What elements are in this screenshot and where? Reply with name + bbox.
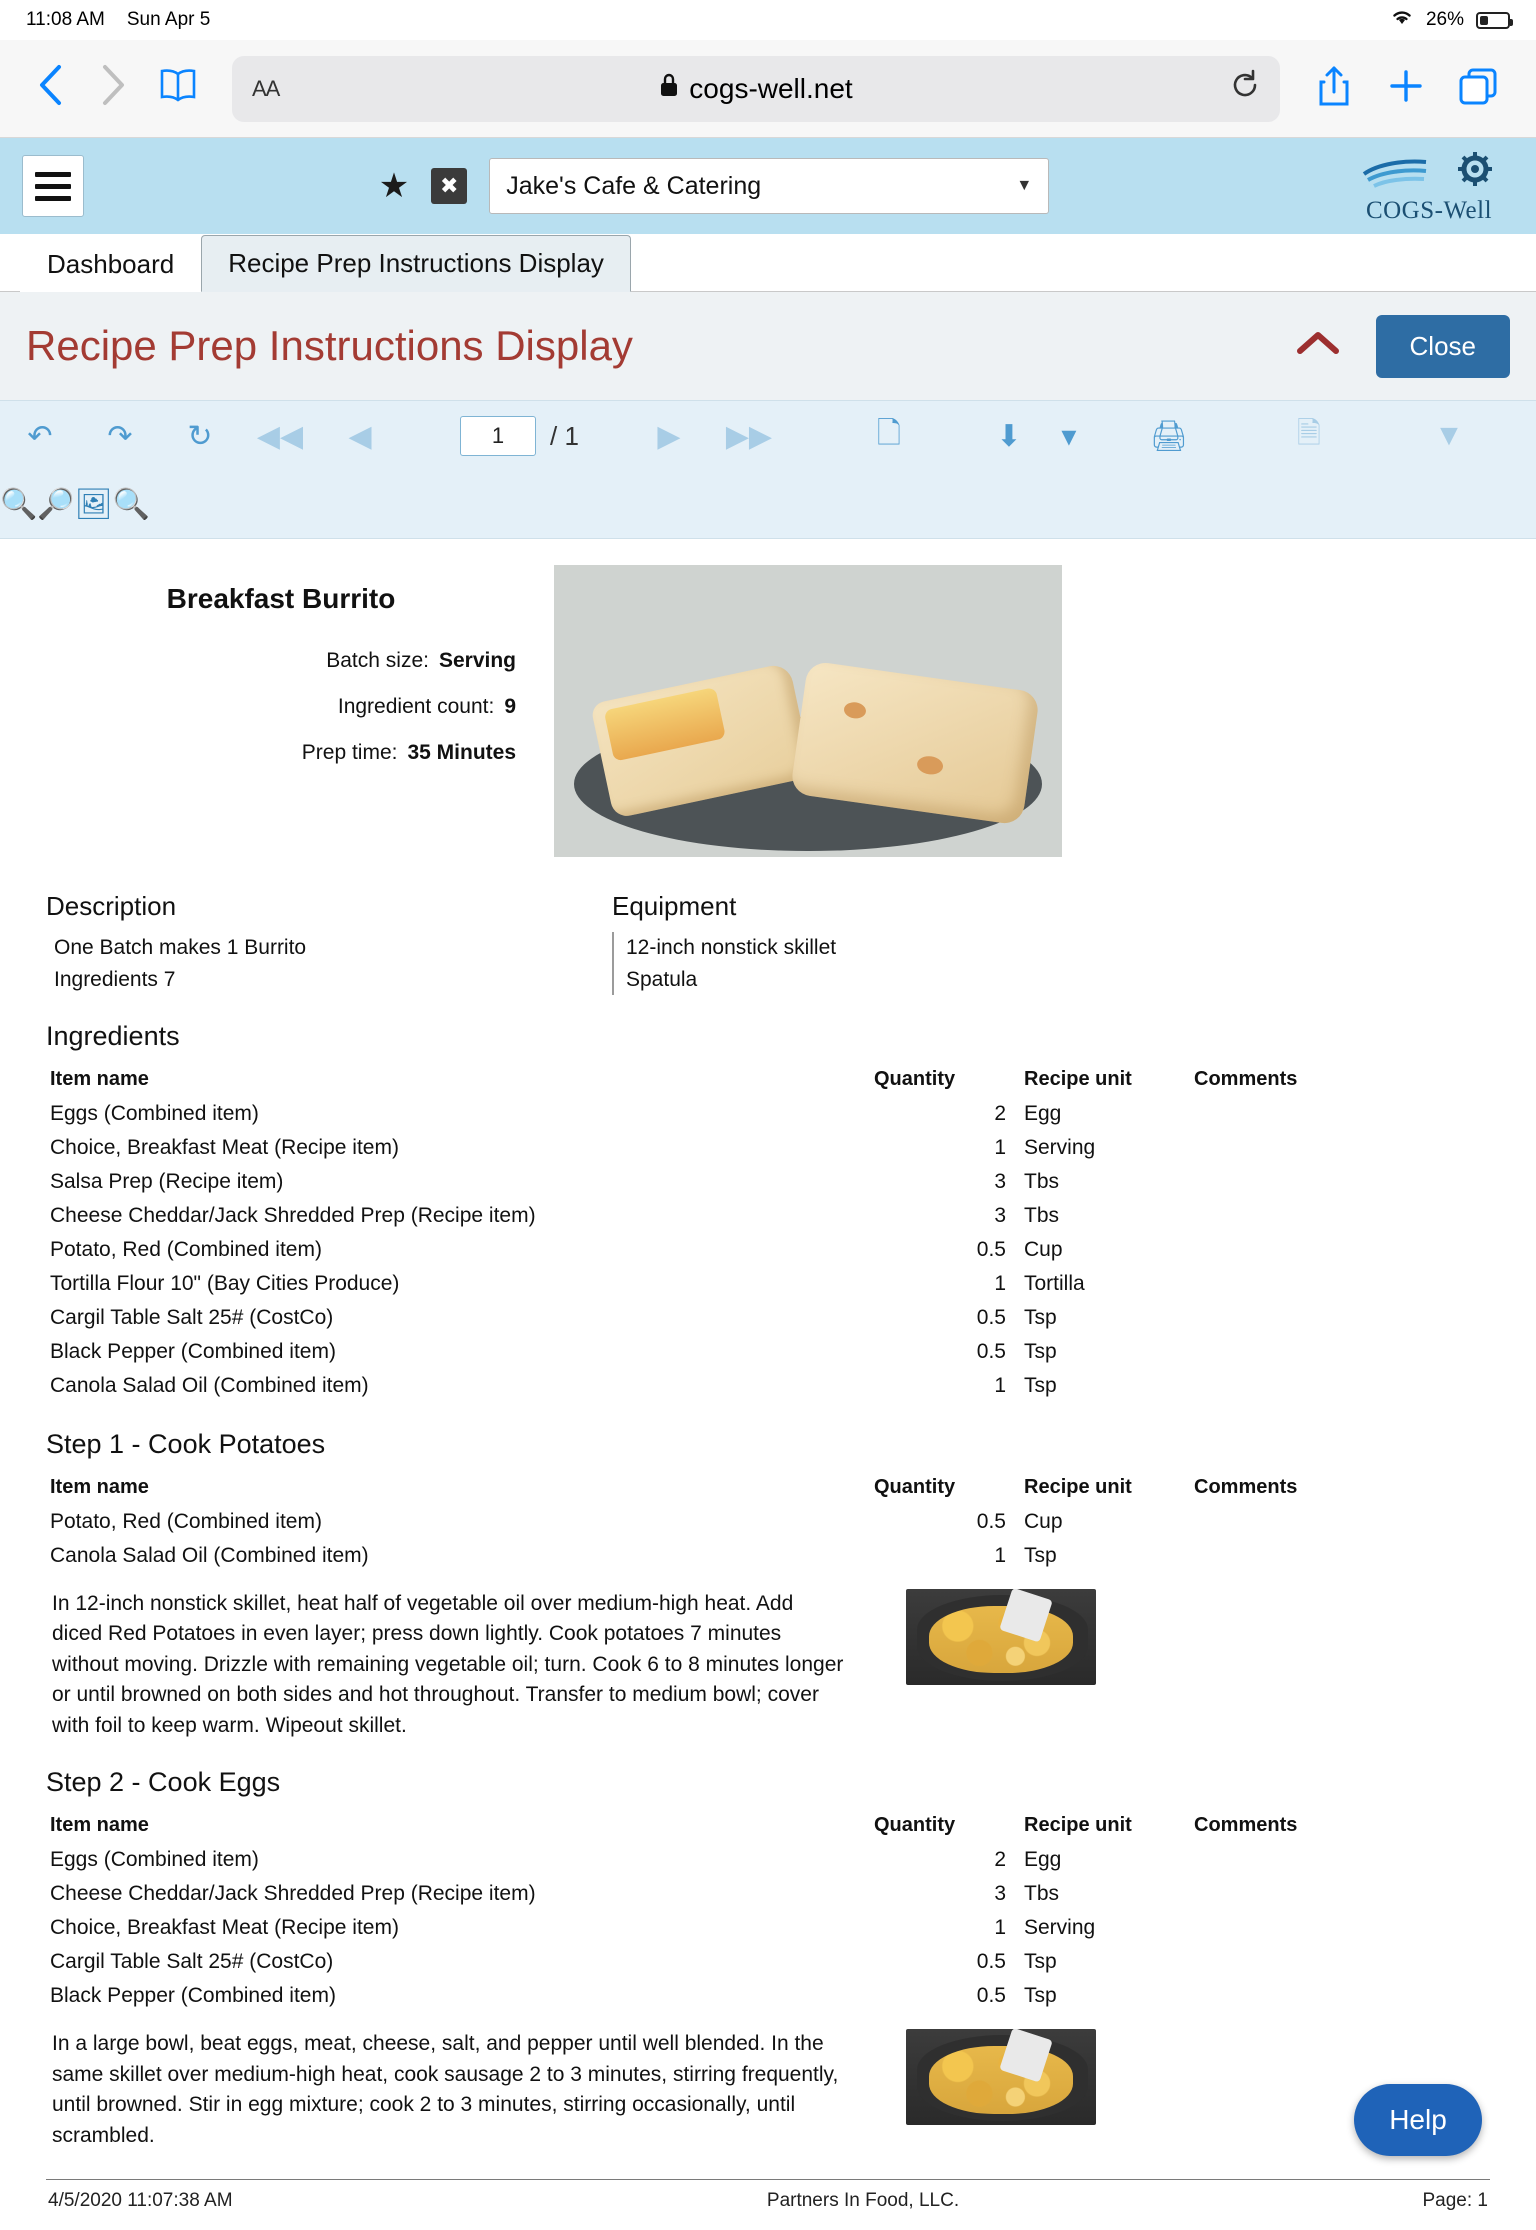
table-header-row bbox=[46, 1808, 1490, 1843]
ios-status-bar bbox=[0, 0, 1536, 40]
report-body bbox=[0, 539, 1536, 2230]
table-row bbox=[46, 1505, 1490, 1539]
cell-item: Potato, Red (Combined item) bbox=[50, 1510, 322, 1533]
table-row bbox=[46, 1097, 1490, 1131]
meta-batch-size bbox=[46, 649, 516, 673]
cell-unit: Tbs bbox=[1024, 1204, 1060, 1227]
description-line: Ingredients 7 bbox=[54, 967, 176, 991]
cell-comment bbox=[1190, 1979, 1490, 2013]
chevron-down-icon: ▼ bbox=[1016, 177, 1033, 194]
first-page-icon: ◀◀ bbox=[256, 419, 304, 453]
cell-qty: 3 bbox=[994, 1204, 1006, 1227]
col-recipe-unit: Recipe unit bbox=[1024, 1068, 1132, 1090]
cell-unit: Egg bbox=[1024, 1848, 1062, 1872]
col-comments: Comments bbox=[1194, 1814, 1298, 1837]
ingredients-heading: Ingredients bbox=[46, 1021, 180, 1051]
cell-unit: Cup bbox=[1024, 1510, 1063, 1533]
col-quantity: Quantity bbox=[874, 1476, 956, 1498]
hamburger-menu-icon[interactable] bbox=[22, 155, 84, 217]
table-row bbox=[46, 1843, 1490, 1877]
cell-item: Salsa Prep (Recipe item) bbox=[50, 1170, 284, 1193]
cell-comment bbox=[1190, 1505, 1490, 1539]
zoom-in-icon[interactable]: 🔍 bbox=[0, 488, 38, 521]
redo-arrow-icon[interactable]: ↷ bbox=[107, 419, 133, 453]
text-size-button[interactable]: AA bbox=[252, 75, 280, 101]
cell-item: Choice, Breakfast Meat (Recipe item) bbox=[50, 1916, 399, 1940]
tabs-icon[interactable] bbox=[1442, 66, 1514, 111]
prev-page-icon: ◀ bbox=[348, 419, 372, 453]
cell-qty: 1 bbox=[994, 1374, 1006, 1397]
cell-unit: Tsp bbox=[1024, 1374, 1057, 1397]
table-row bbox=[46, 1369, 1490, 1403]
cell-item: Canola Salad Oil (Combined item) bbox=[50, 1374, 369, 1397]
table-row bbox=[46, 1165, 1490, 1199]
filter-icon: ▼ bbox=[1434, 419, 1464, 452]
fit-page-icon[interactable]: 🖼 bbox=[74, 488, 113, 521]
cell-qty: 3 bbox=[994, 1170, 1006, 1193]
footer-page: Page: 1 bbox=[1422, 2189, 1488, 2211]
cell-item: Cargil Table Salt 25# (CostCo) bbox=[50, 1950, 334, 1974]
page-title: Recipe Prep Instructions Display bbox=[26, 322, 633, 369]
cell-qty: 0.5 bbox=[976, 1984, 1006, 2008]
cell-qty: 2 bbox=[994, 1102, 1006, 1125]
cell-unit: Cup bbox=[1024, 1238, 1063, 1261]
cell-item: Cheese Cheddar/Jack Shredded Prep (Recipe item) bbox=[50, 1204, 536, 1227]
equipment-heading: Equipment bbox=[612, 891, 737, 921]
table-row bbox=[46, 1945, 1490, 1979]
cell-item: Choice, Breakfast Meat (Recipe item) bbox=[50, 1136, 399, 1159]
cell-item: Cargil Table Salt 25# (CostCo) bbox=[50, 1306, 334, 1329]
col-recipe-unit: Recipe unit bbox=[1024, 1476, 1132, 1498]
col-item-name: Item name bbox=[50, 1814, 149, 1837]
meta-value: 35 Minutes bbox=[407, 741, 516, 764]
col-item-name: Item name bbox=[50, 1476, 149, 1498]
lock-icon bbox=[659, 72, 679, 105]
document-map-icon: 🗎 bbox=[1296, 416, 1321, 450]
cell-comment bbox=[1190, 1877, 1490, 1911]
logo-text: COGS-Well bbox=[1365, 196, 1493, 224]
company-select[interactable] bbox=[489, 158, 1049, 214]
star-icon[interactable]: ★ bbox=[378, 167, 410, 205]
equipment-line: Spatula bbox=[626, 967, 698, 991]
cell-qty: 1 bbox=[994, 1136, 1006, 1159]
close-button[interactable]: Close bbox=[1376, 315, 1510, 378]
wifi-icon bbox=[1388, 7, 1416, 33]
page-icon[interactable]: 🗋 bbox=[876, 416, 901, 450]
col-quantity: Quantity bbox=[874, 1068, 956, 1090]
cell-comment bbox=[1190, 1301, 1490, 1335]
app-header bbox=[0, 138, 1536, 234]
table-row bbox=[46, 1979, 1490, 2013]
footer-company: Partners In Food, LLC. bbox=[766, 2189, 960, 2211]
zoom-out-icon[interactable]: 🔎 bbox=[37, 488, 75, 521]
cell-qty: 3 bbox=[994, 1882, 1006, 1906]
cell-unit: Tortilla bbox=[1024, 1272, 1085, 1295]
reload-icon[interactable] bbox=[1230, 69, 1260, 108]
table-row bbox=[46, 1539, 1490, 1573]
table-header-row bbox=[46, 1062, 1490, 1097]
table-row bbox=[46, 1233, 1490, 1267]
cell-unit: Tsp bbox=[1024, 1544, 1057, 1567]
browser-toolbar bbox=[0, 40, 1536, 138]
cell-comment bbox=[1190, 1267, 1490, 1301]
cell-qty: 1 bbox=[994, 1544, 1006, 1567]
report-footer bbox=[46, 2179, 1490, 2230]
cell-qty: 0.5 bbox=[976, 1510, 1006, 1533]
cell-unit: Tsp bbox=[1024, 1306, 1057, 1329]
page-number-input[interactable]: 1 bbox=[460, 416, 536, 456]
x-box-icon[interactable]: ✖ bbox=[431, 168, 467, 204]
meta-prep-time bbox=[46, 741, 516, 765]
col-recipe-unit: Recipe unit bbox=[1024, 1814, 1132, 1837]
battery-percent-label: 26% bbox=[1425, 9, 1464, 30]
cell-comment bbox=[1190, 1131, 1490, 1165]
description-line: One Batch makes 1 Burrito bbox=[54, 936, 307, 959]
step-2-text: In a large bowl, beat eggs, meat, cheese, salt, and pepper until well blended. In the same skillet over medium-high heat, cook sausage 2 to 3 minutes, stirring frequently, until browned. Stir in egg mixture; cook 2 to 3 minutes, stirring occasionally, until scrambled. bbox=[52, 2032, 839, 2147]
cell-qty: 1 bbox=[994, 1916, 1006, 1940]
cell-comment bbox=[1190, 1945, 1490, 1979]
recipe-name: Breakfast Burrito bbox=[166, 583, 396, 614]
step-1-text: In 12-inch nonstick skillet, heat half of vegetable oil over medium-high heat. Add diced Red Potatoes in even layer; press down lightly. Cook potatoes 7 minutes without moving. Drizzle with remaining vegetable oil; turn. Cook 6 to 8 minutes longer or until browned on both sides and hot throughout. Transfer to medium bowl; cover with foil to keep warm. Wipeout skillet. bbox=[52, 1592, 844, 1737]
cell-item: Cheese Cheddar/Jack Shredded Prep (Recipe item) bbox=[50, 1882, 536, 1906]
step-1-heading: Step 1 - Cook Potatoes bbox=[46, 1429, 326, 1459]
table-row bbox=[46, 1199, 1490, 1233]
chevron-up-icon[interactable] bbox=[1296, 327, 1340, 366]
cell-comment bbox=[1190, 1233, 1490, 1267]
cell-unit: Serving bbox=[1024, 1136, 1096, 1159]
next-page-icon: ▶ bbox=[657, 419, 681, 453]
cell-qty: 0.5 bbox=[976, 1340, 1006, 1363]
meta-label: Ingredient count: bbox=[337, 695, 495, 718]
cell-comment bbox=[1190, 1843, 1490, 1877]
meta-ingredient-count bbox=[46, 695, 516, 719]
cell-unit: Tsp bbox=[1024, 1340, 1057, 1363]
cell-item: Black Pepper (Combined item) bbox=[50, 1340, 336, 1363]
cell-item: Tortilla Flour 10" (Bay Cities Produce) bbox=[50, 1272, 400, 1295]
back-icon[interactable] bbox=[22, 62, 82, 115]
cell-comment bbox=[1190, 1097, 1490, 1131]
status-date: Sun Apr 5 bbox=[126, 9, 211, 30]
cell-unit: Egg bbox=[1024, 1102, 1062, 1125]
tab-dashboard[interactable]: Dashboard bbox=[20, 236, 201, 292]
caret-down-icon[interactable]: ▾ bbox=[1061, 419, 1077, 453]
table-row bbox=[46, 1301, 1490, 1335]
step-1-photo bbox=[906, 1589, 1096, 1685]
forward-icon bbox=[82, 62, 142, 115]
table-row bbox=[46, 1335, 1490, 1369]
page-total-label: / 1 bbox=[550, 420, 579, 451]
col-comments: Comments bbox=[1194, 1068, 1298, 1090]
step-2-table bbox=[46, 1808, 1490, 2013]
cell-unit: Serving bbox=[1024, 1916, 1096, 1940]
address-bar[interactable] bbox=[232, 56, 1280, 122]
meta-label: Prep time: bbox=[301, 741, 398, 764]
meta-label: Batch size: bbox=[326, 649, 429, 672]
ingredients-table bbox=[46, 1062, 1490, 1403]
cell-comment bbox=[1190, 1539, 1490, 1573]
url-text: cogs-well.net bbox=[689, 72, 853, 104]
new-tab-icon[interactable] bbox=[1370, 66, 1442, 111]
cell-comment bbox=[1190, 1165, 1490, 1199]
cell-comment bbox=[1190, 1335, 1490, 1369]
col-item-name: Item name bbox=[50, 1068, 149, 1090]
help-button[interactable]: Help bbox=[1354, 2084, 1482, 2156]
tab-strip bbox=[0, 234, 1536, 292]
logo-mark-icon bbox=[1354, 148, 1504, 192]
cell-comment bbox=[1190, 1911, 1490, 1945]
cell-item: Eggs (Combined item) bbox=[50, 1848, 259, 1872]
cell-item: Potato, Red (Combined item) bbox=[50, 1238, 322, 1261]
breakfast-burrito-photo bbox=[554, 565, 1062, 857]
cell-qty: 0.5 bbox=[976, 1306, 1006, 1329]
company-select-value: Jake's Cafe & Catering bbox=[506, 171, 762, 200]
printer-icon[interactable]: 🖨 bbox=[1149, 419, 1188, 453]
share-icon[interactable] bbox=[1298, 64, 1370, 113]
step-2-heading: Step 2 - Cook Eggs bbox=[46, 1767, 281, 1798]
cell-unit: Tbs bbox=[1024, 1170, 1060, 1193]
cell-item: Black Pepper (Combined item) bbox=[50, 1984, 336, 2008]
bookmarks-icon[interactable] bbox=[142, 67, 214, 110]
cell-comment bbox=[1190, 1369, 1490, 1403]
equipment-line: 12-inch nonstick skillet bbox=[626, 936, 837, 959]
battery-icon bbox=[1476, 12, 1510, 29]
step-2-photo bbox=[906, 2029, 1096, 2125]
meta-value: 9 bbox=[504, 695, 516, 718]
table-row bbox=[46, 1267, 1490, 1301]
cell-comment bbox=[1190, 1199, 1490, 1233]
table-row bbox=[46, 1131, 1490, 1165]
cell-unit: Tsp bbox=[1024, 1950, 1057, 1974]
status-time: 11:08 AM bbox=[26, 9, 105, 30]
table-header-row bbox=[46, 1470, 1490, 1505]
cell-unit: Tsp bbox=[1024, 1984, 1057, 2008]
table-row bbox=[46, 1877, 1490, 1911]
undo-arrow-icon[interactable]: ↶ bbox=[27, 419, 53, 453]
cell-item: Canola Salad Oil (Combined item) bbox=[50, 1544, 369, 1567]
cell-qty: 2 bbox=[994, 1848, 1006, 1872]
download-icon[interactable]: ⬇ bbox=[996, 419, 1022, 453]
cell-item: Eggs (Combined item) bbox=[50, 1102, 259, 1125]
report-toolbar bbox=[0, 400, 1536, 539]
step-1-table bbox=[46, 1470, 1490, 1573]
last-page-icon: ▶▶ bbox=[725, 419, 772, 453]
tab-recipe-prep-instructions-display[interactable]: Recipe Prep Instructions Display bbox=[201, 235, 631, 292]
description-heading: Description bbox=[46, 891, 177, 921]
cell-qty: 1 bbox=[994, 1272, 1006, 1295]
cell-qty: 0.5 bbox=[976, 1238, 1006, 1261]
table-row bbox=[46, 1911, 1490, 1945]
cell-unit: Tbs bbox=[1024, 1882, 1060, 1906]
cogs-well-logo bbox=[1344, 148, 1514, 225]
refresh-icon[interactable]: ↻ bbox=[187, 419, 213, 453]
cell-qty: 0.5 bbox=[976, 1950, 1006, 1974]
footer-timestamp: 4/5/2020 11:07:38 AM bbox=[48, 2189, 233, 2211]
search-icon[interactable]: 🔍 bbox=[112, 488, 151, 521]
col-comments: Comments bbox=[1194, 1476, 1298, 1498]
page-title-bar bbox=[0, 292, 1536, 400]
col-quantity: Quantity bbox=[874, 1814, 956, 1837]
meta-value: Serving bbox=[438, 649, 516, 672]
